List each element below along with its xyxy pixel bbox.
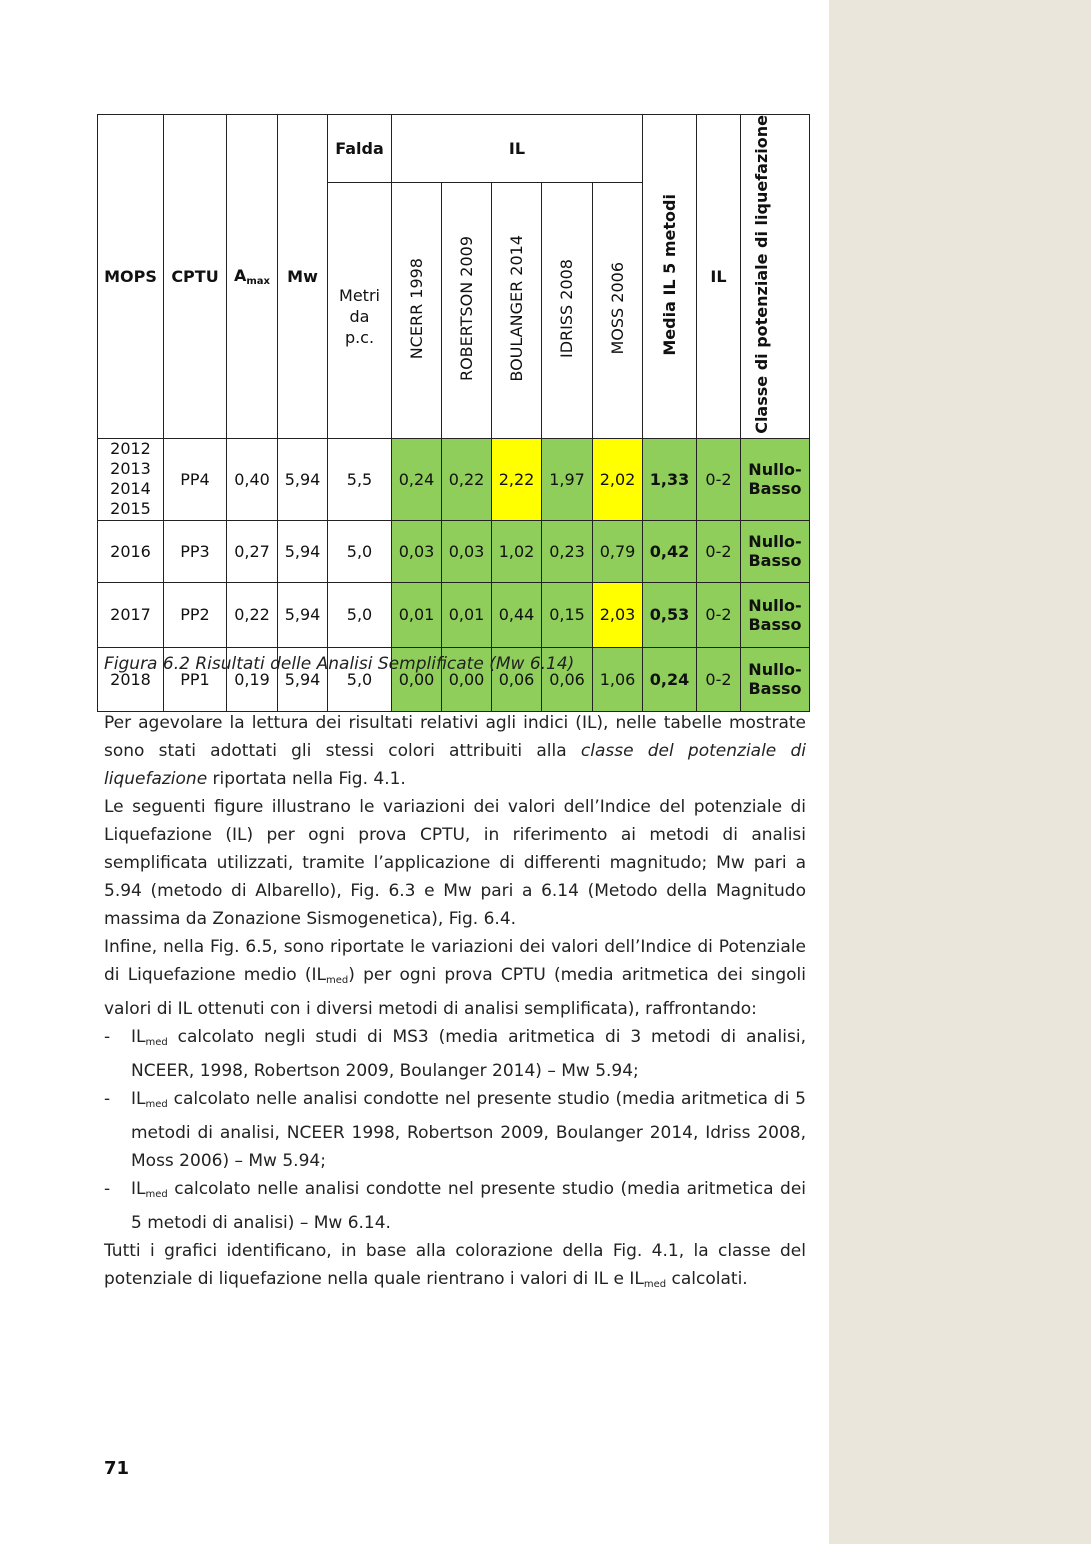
cell-classe: Nullo-Basso — [741, 520, 810, 582]
list-item: - $IL_{med}$ calcolato negli studi di MS3 (media aritmetica di 3 metodi di analisi, NCEER, 1998, Robertson 2009, Boulanger 2014) – Mw 5.94; — [104, 1027, 806, 1081]
cell-cptu: PP4 — [164, 438, 227, 520]
header-amax: $A_{max}$ — [227, 115, 278, 439]
cell-cptu: PP2 — [164, 582, 227, 647]
cell-media: 0,42 — [643, 520, 697, 582]
header-mops: MOPS — [98, 115, 164, 439]
header-media: Media IL 5 metodi — [643, 115, 697, 439]
cell-media: 1,33 — [643, 438, 697, 520]
cell-amax: 0,19 — [227, 647, 278, 711]
cell-media: 0,53 — [643, 582, 697, 647]
cell-mops: 2016 — [98, 520, 164, 582]
header-il: IL — [697, 115, 741, 439]
cell-mw: 5,94 — [278, 438, 328, 520]
table-row — [98, 438, 810, 520]
cell-falda: 5,5 — [328, 438, 392, 520]
cell-mw: 5,94 — [278, 582, 328, 647]
page-number: 71 — [104, 1458, 130, 1479]
cell-mops: 2017 — [98, 582, 164, 647]
header-il-group: IL — [392, 115, 643, 183]
cell-ncerr: 0,24 — [392, 438, 442, 520]
cell-robertson: 0,01 — [442, 582, 492, 647]
cell-il: 0-2 — [697, 647, 741, 711]
header-cptu: CPTU — [164, 115, 227, 439]
cell-mw: 5,94 — [278, 647, 328, 711]
cell-boulanger: 2,22 — [492, 438, 542, 520]
cell-moss: 1,06 — [593, 647, 643, 711]
paragraph: Le seguenti figure illustrano le variazioni dei valori dell’Indice del potenziale di Liquefazione (IL) per ogni prova CPTU, in riferimento ai metodi di analisi semplificata utilizzati, tramite l’applicazione di differenti magnitudo; Mw pari a 5.94 (metodo di Albarello), Fig. 6.3 e Mw pari a 6.14 (Metodo della Magnitudo massima da Zonazione Sismogenetica), Fig. 6.4. — [104, 797, 806, 929]
cell-idriss: 0,23 — [542, 520, 593, 582]
cell-amax: 0,22 — [227, 582, 278, 647]
cell-ncerr: 0,00 — [392, 647, 442, 711]
header-mw: Mw — [278, 115, 328, 439]
cell-falda: 5,0 — [328, 520, 392, 582]
cell-il: 0-2 — [697, 582, 741, 647]
cell-classe: Nullo-Basso — [741, 582, 810, 647]
body-text — [104, 709, 806, 1299]
cell-boulanger: 0,44 — [492, 582, 542, 647]
liquefaction-results-table — [97, 114, 810, 712]
cell-idriss: 1,97 — [542, 438, 593, 520]
cell-robertson: 0,22 — [442, 438, 492, 520]
table-row — [98, 520, 810, 582]
cell-moss: 2,02 — [593, 438, 643, 520]
cell-falda: 5,0 — [328, 647, 392, 711]
header-method-idriss: IDRISS 2008 — [542, 183, 593, 439]
header-method-robertson: ROBERTSON 2009 — [442, 183, 492, 439]
cell-idriss: 0,06 — [542, 647, 593, 711]
header-depth: Metri da p.c. — [328, 183, 392, 439]
header-method-moss: MOSS 2006 — [593, 183, 643, 439]
cell-il: 0-2 — [697, 520, 741, 582]
cell-moss: 0,79 — [593, 520, 643, 582]
cell-mops: 2018 — [98, 647, 164, 711]
cell-boulanger: 0,06 — [492, 647, 542, 711]
cell-boulanger: 1,02 — [492, 520, 542, 582]
cell-ncerr: 0,03 — [392, 520, 442, 582]
figure-caption: Figura 6.2 Risultati delle Analisi Semplificate (Mw 6.14) — [104, 654, 575, 674]
cell-il: 0-2 — [697, 438, 741, 520]
paragraph: Tutti i grafici identificano, in base alla colorazione della Fig. 4.1, la classe del potenziale di liquefazione nella quale rientrano i valori di IL e $IL_{med}$ calcolati. — [104, 1241, 806, 1290]
list-item: - $IL_{med}$ calcolato nelle analisi condotte nel presente studio (media aritmetica dei 5 metodi di analisi) – Mw 6.14. — [104, 1179, 806, 1233]
page-side-band — [829, 0, 1091, 1544]
cell-mops: 2012 2013 2014 2015 — [98, 438, 164, 520]
cell-classe: Nullo-Basso — [741, 438, 810, 520]
cell-classe: Nullo-Basso — [741, 647, 810, 711]
header-method-boulanger: BOULANGER 2014 — [492, 183, 542, 439]
table-row — [98, 582, 810, 647]
cell-falda: 5,0 — [328, 582, 392, 647]
cell-media: 0,24 — [643, 647, 697, 711]
cell-mw: 5,94 — [278, 520, 328, 582]
header-falda: Falda — [328, 115, 392, 183]
list-item: - $IL_{med}$ calcolato nelle analisi condotte nel presente studio (media aritmetica di 5 metodi di analisi, NCEER 1998, Robertson 2009, Boulanger 2014, Idriss 2008, Moss 2006) – Mw 5.94; — [104, 1089, 806, 1171]
cell-cptu: PP3 — [164, 520, 227, 582]
paragraph: Per agevolare la lettura dei risultati relativi agli indici (IL), nelle tabelle mostrate sono stati adottati gli stessi colori attribuiti alla classe del potenziale di liquefazione riportata nella Fig. 4.1. — [104, 713, 806, 789]
cell-amax: 0,40 — [227, 438, 278, 520]
cell-robertson: 0,00 — [442, 647, 492, 711]
cell-amax: 0,27 — [227, 520, 278, 582]
header-classe: Classe di potenziale di liquefazione — [741, 115, 810, 439]
cell-cptu: PP1 — [164, 647, 227, 711]
cell-robertson: 0,03 — [442, 520, 492, 582]
cell-ncerr: 0,01 — [392, 582, 442, 647]
cell-moss: 2,03 — [593, 582, 643, 647]
cell-idriss: 0,15 — [542, 582, 593, 647]
paragraph: Infine, nella Fig. 6.5, sono riportate le variazioni dei valori dell’Indice di Potenziale di Liquefazione medio $(IL_{med})$ per ogni prova CPTU (media aritmetica dei singoli valori di IL ottenuti con i diversi metodi di analisi semplificata), raffrontando: — [104, 937, 807, 1019]
header-method-ncerr: NCERR 1998 — [392, 183, 442, 439]
